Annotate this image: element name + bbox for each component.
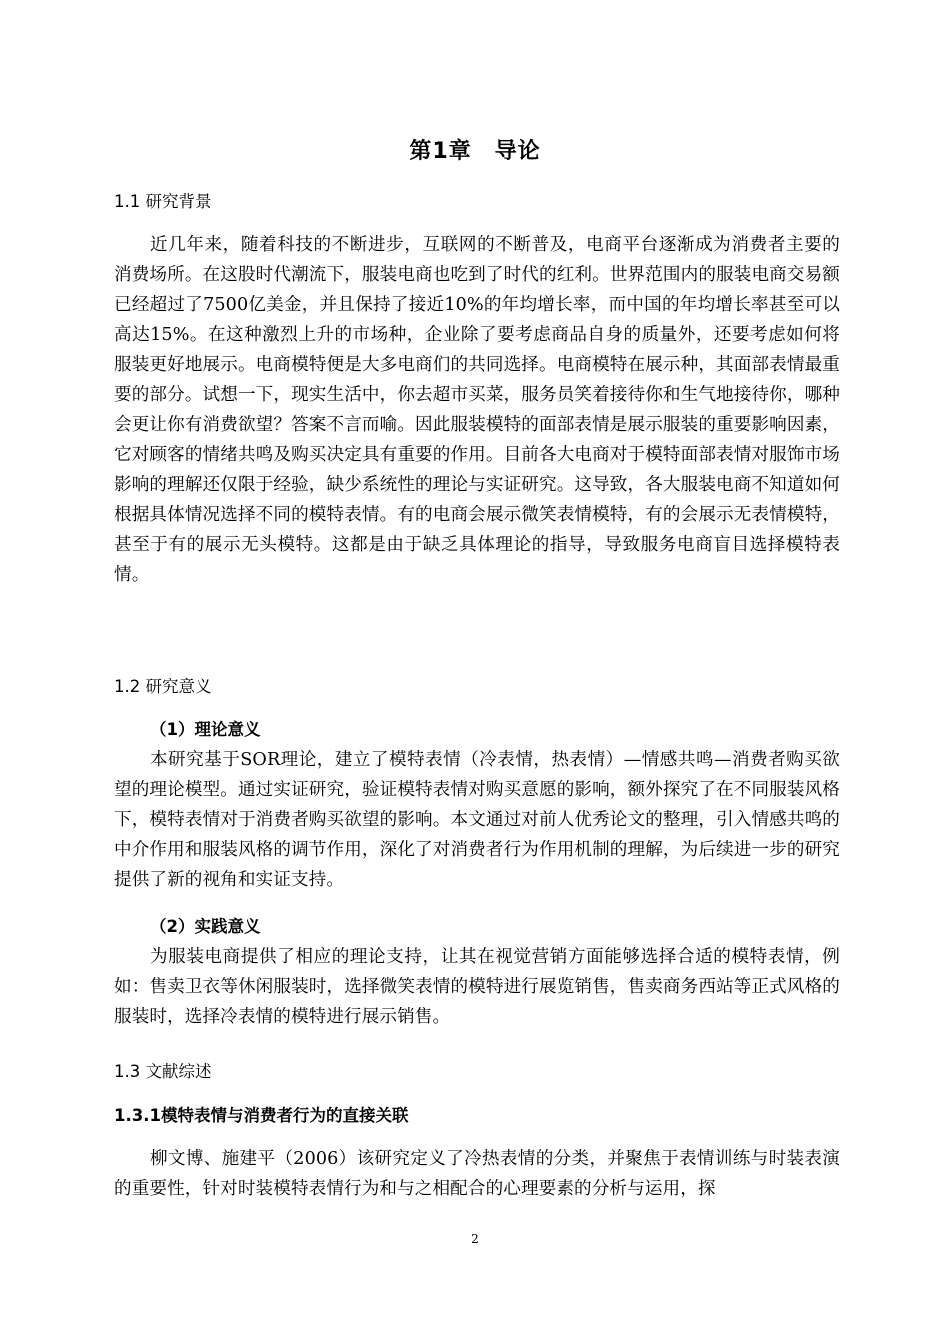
paragraph-theory-significance: 本研究基于SOR理论，建立了模特表情（冷表情，热表情）—情感共鸣—消费者购买欲望的理论模型。通过实证研究，验证模特表情对购买意愿的影响，额外探究了在不同服装风格下，模特表情对于消费者购买欲望的影响。本文通过对前人优秀论文的整理，引入情感共鸣的中介作用和服装风格的调节作用，深化了对消费者行为作用机制的理解，为后续进一步的研究提供了新的视角和实证支持。 — [114, 750, 840, 890]
chapter-title: 第1章 导论 — [409, 139, 541, 164]
section-heading-1-3: 1.3 文献综述 — [114, 1062, 212, 1081]
section-heading-1-1: 1.1 研究背景 — [114, 192, 212, 211]
page-number: 2 — [471, 1232, 479, 1246]
section-heading-1-2: 1.2 研究意义 — [114, 677, 212, 696]
paragraph-practice-significance: 为服装电商提供了相应的理论支持，让其在视觉营销方面能够选择合适的模特表情，例如：售卖卫衣等休闲服装时，选择微笑表情的模特进行展览销售，售卖商务西站等正式风格的服装时，选择冷表情的模特进行展示销售。 — [114, 947, 840, 1027]
subsection-heading-1-3-1: 1.3.1模特表情与消费者行为的直接关联 — [114, 1106, 409, 1125]
subheading-practice-significance: （2）实践意义 — [150, 917, 261, 936]
paragraph-literature-review: 柳文博、施建平（2006）该研究定义了冷热表情的分类，并聚焦于表情训练与时装表演的重要性，针对时装模特表情行为和与之相配合的心理要素的分析与运用，探 — [114, 1149, 840, 1199]
paragraph-research-background: 近几年来，随着科技的不断进步，互联网的不断普及，电商平台逐渐成为消费者主要的消费场所。在这股时代潮流下，服装电商也吃到了时代的红利。世界范围内的服装电商交易额已经超过了7500亿美金，并且保持了接近10%的年均增长率，而中国的年均增长率甚至可以高达15%。在这种激烈上升的市场种，企业除了要考虑商品自身的质量外，还要考虑如何将服装更好地展示。电商模特便是大多电商们的共同选择。电商模特在展示种，其面部表情最重要的部分。试想一下，现实生活中，你去超市买菜，服务员笑着接待你和生气地接待你，哪种会更让你有消费欲望？答案不言而喻。因此服装模特的面部表情是展示服装的重要影响因素，它对顾客的情绪共鸣及购买决定具有重要的作用。目前各大电商对于模特面部表情对服饰市场影响的理解还仅限于经验，缺少系统性的理论与实证研究。这导致，各大服装电商不知道如何根据具体情况选择不同的模特表情。有的电商会展示微笑表情模特，有的会展示无表情模特，甚至于有的展示无头模特。这都是由于缺乏具体理论的指导，导致服务电商盲目选择模特表情。 — [114, 235, 840, 585]
subheading-theory-significance: （1）理论意义 — [150, 720, 261, 739]
